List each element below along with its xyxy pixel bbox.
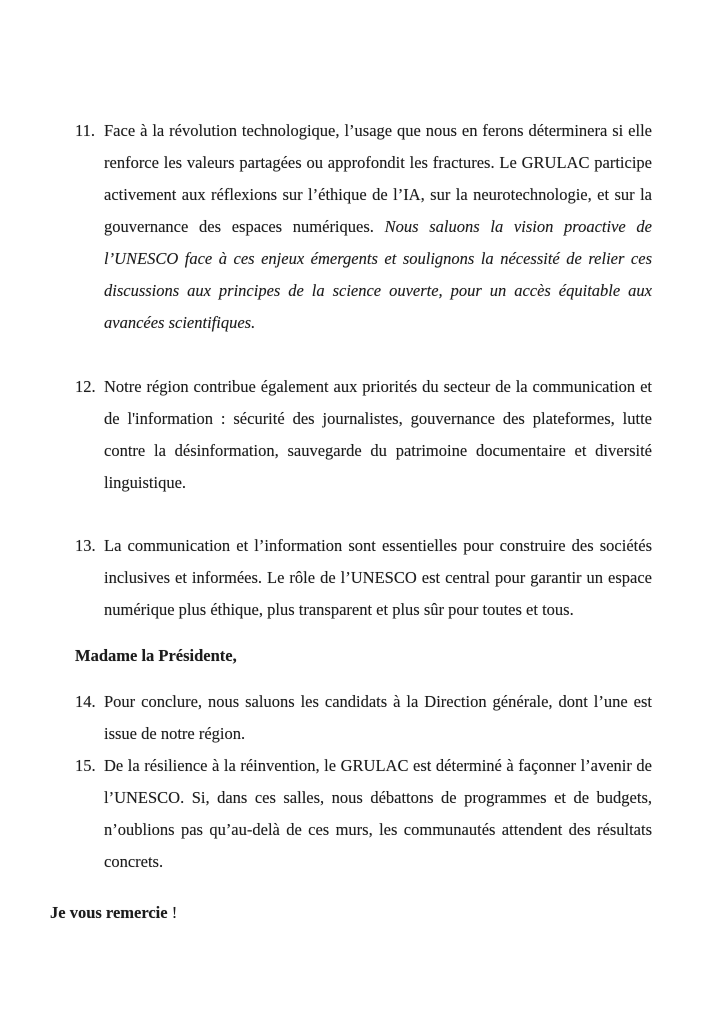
paragraph-14 — [75, 686, 652, 750]
paragraph-11-italic-run: Nous saluons la vision proactive de l’UNESCO face à ces enjeux émergents et soulignons la nécessité de relier ces discussions aux principes de la science ouverte, pour un accès équitable aux avancées scientifiques. — [104, 217, 653, 332]
paragraph-13-normal-run: La communication et l’information sont essentielles pour construire des sociétés inclusives et informées. Le rôle de l’UNESCO est central pour garantir un espace numérique plus éthique, plus transparent et plus sûr pour toutes et tous. — [104, 536, 652, 619]
paragraph-15 — [75, 750, 652, 878]
paragraph-11-normal-run: Face à la révolution technologique, l’usage que nous en ferons déterminera si elle renforce les valeurs partagées ou approfondit les fractures. Le GRULAC participe activement aux réflexions sur l’éthique de l’IA, sur la neurotechnologie, et sur la gouvernance des espaces numériques. — [104, 121, 652, 236]
paragraph-15-normal-run: De la résilience à la réinvention, le GRULAC est déterminé à façonner l’avenir de l’UNESCO. Si, dans ces salles, nous débattons de programmes et de budgets, n’oublions pas qu’au-delà de ces murs, les communautés attendent des résultats concrets. — [104, 756, 652, 871]
paragraph-13-text — [104, 530, 652, 626]
salutation-heading: Madame la Présidente, — [75, 646, 237, 665]
paragraph-14-normal-run: Pour conclure, nous saluons les candidats à la Direction générale, dont l’une est issue de notre région. — [104, 692, 652, 743]
paragraph-13-number: 13. — [75, 536, 96, 555]
paragraph-11-number: 11. — [75, 121, 96, 140]
paragraph-15-text — [104, 750, 652, 878]
paragraph-13 — [75, 530, 652, 626]
paragraph-12-normal-run: Notre région contribue également aux priorités du secteur de la communication et de l'information : sécurité des journalistes, gouvernance des plateformes, lutte contre la désinformation, sauvegarde du patrimoine documentaire et diversité linguistique. — [104, 377, 652, 492]
paragraph-11 — [75, 115, 652, 339]
closing-text: Je vous remercie — [50, 903, 168, 922]
closing-statement — [50, 897, 652, 929]
paragraph-12 — [75, 371, 652, 499]
paragraph-15-number: 15. — [75, 756, 96, 775]
paragraph-14-number: 14. — [75, 692, 96, 711]
closing-exclamation: ! — [167, 903, 178, 922]
paragraph-12-text — [104, 371, 652, 499]
paragraph-14-text — [104, 686, 652, 750]
paragraph-12-number: 12. — [75, 377, 96, 396]
paragraph-11-text — [104, 115, 652, 339]
